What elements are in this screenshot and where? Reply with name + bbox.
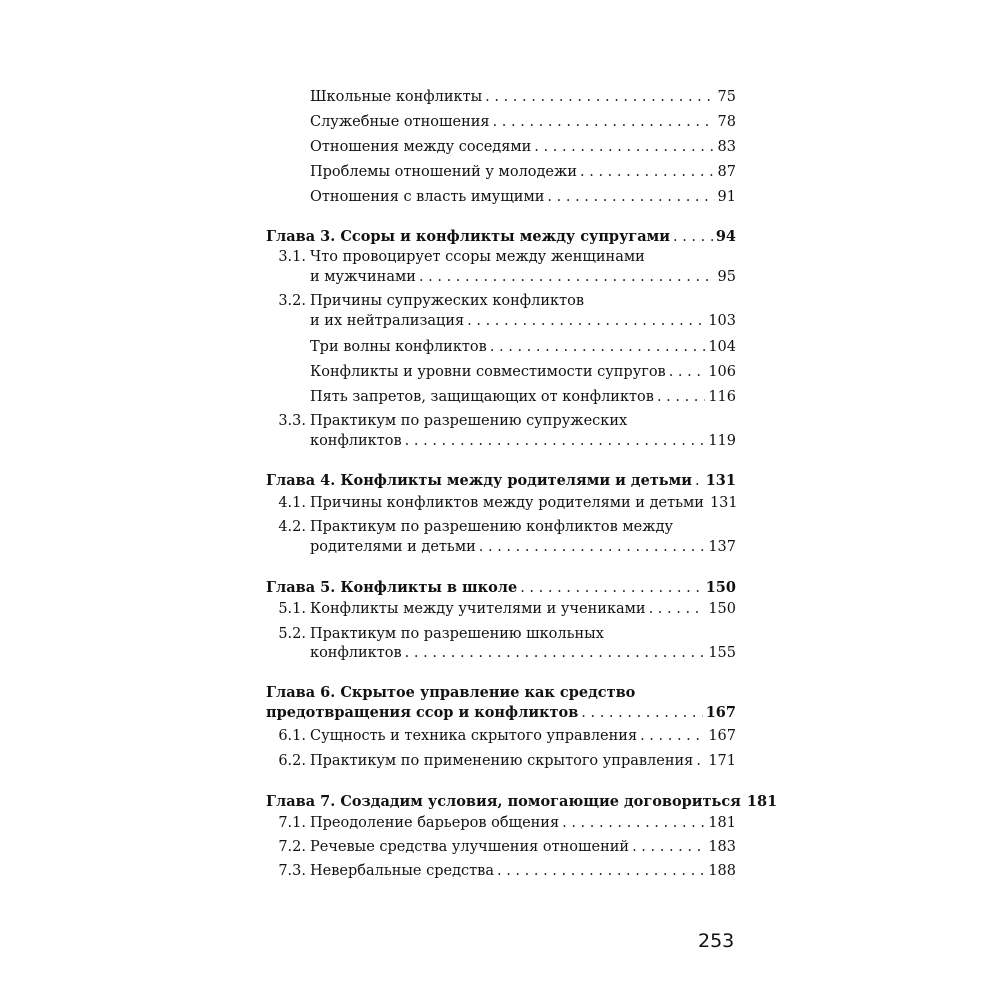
section-page: 188 [708,863,736,879]
chapter-heading [266,468,736,490]
leader-dots [497,862,705,880]
leader-dots [467,312,705,330]
chapter-title: Глава 3. Ссоры и конфликты между супругами [266,228,670,245]
section-title: Практикум по применению скрытого управления [310,753,694,769]
section-title-cont: и их нейтрализация [310,313,465,329]
chapter-heading-line [266,680,736,702]
leader-dots [696,752,705,770]
toc-entry [310,184,736,206]
chapter-page: 131 [705,472,736,489]
section-title: Конфликты между учителями и учениками [310,601,646,617]
chapter-page: 94 [715,228,736,245]
leader-dots [632,838,705,856]
section-title: Преодоление барьеров общения [310,815,560,831]
toc-entry [310,134,736,156]
toc-entry-page: 91 [717,189,736,205]
toc-entry [310,596,736,618]
toc-entry [310,308,736,330]
section-title: Практикум по разрешению супружеских [310,413,628,429]
section-page: 103 [708,313,736,329]
section-number: 3.3. [278,413,306,429]
section-title: Невербальные средства [310,863,494,879]
leader-dots [405,644,706,662]
toc-entry [310,428,736,450]
chapter-heading [266,224,736,246]
leader-dots [493,113,715,131]
section-line [310,244,736,266]
section-number: 7.2. [278,839,306,855]
toc-entry-title: Пять запретов, защищающих от конфликтов [310,389,654,405]
section-page: 95 [717,269,736,285]
section-number: 6.2. [278,753,306,769]
section-number: 7.3. [278,863,306,879]
chapter-page: 181 [746,793,778,810]
chapter-title: Глава 5. Конфликты в школе [266,579,518,596]
section-number: 4.1. [278,495,306,511]
toc-entry [310,334,736,356]
toc-entry [310,810,736,832]
leader-dots [695,472,703,490]
section-number: 3.1. [278,249,306,265]
leader-dots [657,388,705,406]
toc-entry-page: 75 [717,89,736,105]
chapter-heading [266,700,736,722]
chapter-title: Глава 4. Конфликты между родителями и детьми [266,472,693,489]
leader-dots [485,88,714,106]
leader-dots [479,538,706,556]
leader-dots [580,163,715,181]
leader-dots [490,338,706,356]
leader-dots [562,814,705,832]
section-title: Сущность и техника скрытого управления [310,728,638,744]
leader-dots [581,704,702,722]
section-title: Причины конфликтов между родителями и детьми [310,495,704,511]
toc-entry-page: 104 [708,339,736,355]
page-number: 253 [698,930,735,952]
leader-dots [405,432,706,450]
leader-dots [649,600,706,618]
section-number: 3.2. [278,293,306,309]
toc-entry [310,359,736,381]
section-page: 155 [708,645,736,661]
toc-entry [310,640,736,662]
section-number: 7.1. [278,815,306,831]
section-page: 171 [708,753,736,769]
section-page: 137 [708,539,736,555]
toc-entry-page: 78 [717,114,736,130]
chapter-title-cont: предотвращения ссор и конфликтов [266,704,579,721]
toc-entry [310,384,736,406]
leader-dots [640,727,705,745]
toc-entry [310,723,736,745]
section-number: 5.2. [278,626,306,642]
section-title: Практикум по разрешению конфликтов между [310,519,674,535]
section-page: 150 [708,601,736,617]
section-title-cont: родителями и детьми [310,539,476,555]
toc-entry-page: 106 [708,364,736,380]
toc-entry-page: 83 [717,139,736,155]
toc-entry-page: 87 [717,164,736,180]
leader-dots [534,138,714,156]
section-page: 131 [709,495,738,511]
chapter-title: Глава 7. Создадим условия, помогающие договориться [266,793,741,810]
chapter-page: 167 [705,704,736,721]
section-line [310,514,736,536]
section-page: 181 [708,815,736,831]
toc-entry [310,748,736,770]
section-line [310,408,736,430]
section-number: 4.2. [278,519,306,535]
section-title-cont: конфликтов [310,433,402,449]
toc-entry [310,490,736,512]
toc-entry-title: Проблемы отношений у молодежи [310,164,578,180]
toc-entry-title: Конфликты и уровни совместимости супругов [310,364,666,380]
toc-entry [310,109,736,131]
section-title: Практикум по разрешению школьных [310,626,604,642]
toc-entry [310,834,736,856]
table-of-contents [266,0,778,1000]
toc-entry [310,858,736,880]
leader-dots [419,268,715,286]
section-page: 183 [708,839,736,855]
chapter-page: 150 [705,579,736,596]
section-page: 119 [708,433,736,449]
section-title: Причины супружеских конфликтов [310,293,584,309]
leader-dots [520,579,703,597]
section-title: Речевые средства улучшения отношений [310,839,630,855]
section-title: Что провоцирует ссоры между женщинами [310,249,645,265]
toc-entry-page: 116 [708,389,736,405]
toc-entry [310,264,736,286]
toc-entry-title: Три волны конфликтов [310,339,487,355]
toc-entry-title: Отношения между соседями [310,139,532,155]
section-title-cont: конфликтов [310,645,402,661]
leader-dots [547,188,714,206]
toc-entry [310,534,736,556]
section-number: 5.1. [278,601,306,617]
section-line [310,288,736,310]
chapter-heading [266,789,778,811]
toc-entry-title: Школьные конфликты [310,89,483,105]
chapter-heading [266,575,736,597]
chapter-title: Глава 6. Скрытое управление как средство [266,684,636,701]
section-page: 167 [708,728,736,744]
section-number: 6.1. [278,728,306,744]
section-title-cont: и мужчинами [310,269,416,285]
toc-entry-title: Служебные отношения [310,114,490,130]
toc-entry-title: Отношения с власть имущими [310,189,545,205]
toc-entry [310,159,736,181]
toc-entry [310,84,736,106]
leader-dots [669,363,706,381]
